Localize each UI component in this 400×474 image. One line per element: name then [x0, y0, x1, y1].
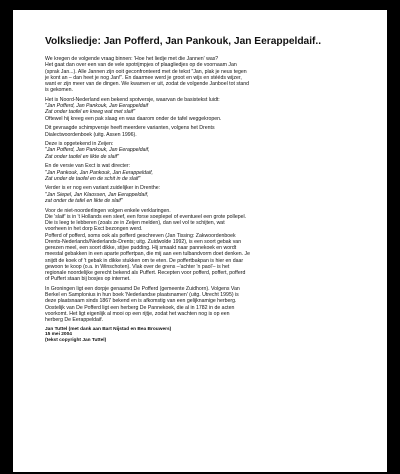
paragraph [45, 125, 373, 138]
verse-line: "Jan Pofferd, Jan Pankouk, Jan Eerappeldaif, [45, 147, 150, 154]
text-line: Berkel en Samplonius in hun boek 'Nederlandse plaatsnamen' (uitg. Utrecht 1995) is [45, 292, 239, 299]
text-line: We kregen de volgende vraag binnen: 'Hoe het liedje met die Jannen' was? [45, 56, 219, 62]
verse-line: Zat onder taofel en kreeg wat met slaif" [45, 109, 136, 116]
article-body [45, 56, 373, 323]
text-line: Pofferd of pofferd, soms ook als pofferd geschreven (Jan Tissing: Zakwoordenboek [45, 232, 236, 239]
page-title: Volksliedje: Jan Pofferd, Jan Pankouk, Jan Eerappeldaif.. [45, 36, 322, 47]
verse-line: Zat under de taofel en de schit in de slaif" [45, 175, 141, 182]
verse-line: "Jan Pofferd, Jan Pankouk, Jan Eerappeldaif [45, 103, 149, 110]
text-line: Oostelijk van De Pofferd ligt een herberg De Pannekoek, die al in 1782 in de acten [45, 304, 235, 311]
text-line: Oftewel hij kreeg een pak slaag en was daarom onder de tafel weggekropen. [45, 115, 222, 122]
text-line: Drents-Nederlands/Nederlands-Drents; uitg. Zuidwolde 1992), is een soort gebak van [45, 238, 242, 245]
text-line: snijdt de koek of 't gebak in dikke stukken om te eten. De poffertbakpan is hier en daar [45, 257, 244, 264]
paragraph [45, 141, 373, 160]
text-line: Verder is er nog een variant zuidelijker in Drenthe: [45, 185, 161, 192]
text-line: gerezen meel, een soort dikke, stijve pudding. Hij smaakt naar pannekoek en wordt [45, 245, 237, 252]
verse-line: "Jan Pankouk, Jan Pankouk, Jan Eerappeldaif, [45, 169, 153, 176]
text-line: deze plaatsnaam sinds 1867 bekend en is afkomstig van een gelijknamige herberg. [45, 298, 237, 305]
paragraph [45, 56, 373, 94]
signature-line: (tekst copyright Jan Tuttel) [45, 338, 107, 344]
text-line: Het gaat dan over een van de vele spotrijmpjes of plaagliedjes op de voornaam Jan [45, 62, 237, 69]
text-line: gewoon te koop (o.a. in Winschoten). Vlak over de grens –'achter 'n paol'– is het [45, 263, 230, 270]
verse-line: Zat onder taofel en likte de slaif" [45, 153, 119, 160]
verse-line: "Jan Siepel, Jan Klaossen, Jan Eerappeldaif, [45, 191, 149, 198]
text-line: is gekomen. [45, 87, 73, 94]
paragraph [45, 185, 373, 204]
text-line: of Puffert staan bij bosjes op internet. [45, 276, 131, 283]
document-page [13, 10, 387, 472]
paragraph [45, 163, 373, 182]
text-line: voorheen in het dorp Exct bezongen werd. [45, 226, 143, 233]
paragraph [45, 97, 373, 122]
paragraph [45, 208, 373, 283]
signature-line: 15 mei 2004 [45, 332, 72, 338]
text-line: Die 'slaif' is in 't Hollands een sleef, een forse soeplepel of eventueel een grote pollepel. [45, 213, 247, 220]
text-line: regionale noordelijke gerecht bekend als Puffert. Recepten voor pofferd, poffert, pofferd [45, 270, 246, 277]
paragraph [45, 286, 373, 324]
text-line: Die is leeg te lebberen (zoals ze in Zeijen melden), dan wel vol te schijten, wat [45, 220, 225, 227]
text-line: voorkomt. Het ligt eigenlijk al mooi op een rijtje, zodat het wachten nog is op een [45, 310, 230, 317]
text-line: meestal gebakken in een aparte poffertpan, die mij aan een tulbandvorm doet denken. Je [45, 251, 250, 258]
text-line: Dit gevraagde schimpversje heeft meerdere varianten, volgens het Drents [45, 125, 215, 132]
text-line: Dialectwoordenboek (uitg. Assen 1996). [45, 131, 137, 138]
text-line: je kont an – dan heet je nog Jan!". En daarmee werd je groot en wijs en stééds wijzer, [45, 74, 242, 81]
text-line: want er zijn meer van de dingen. We kwamen er uit, zodat de volgende Janboel tot stand [45, 81, 250, 87]
verse-line: zat onder de tafel en likte de slaif" [45, 197, 123, 204]
signature-block [45, 327, 373, 344]
text-line: herberg De Eerappeldaif. [45, 317, 103, 324]
text-line: Het is Noord-Nederland een bekend spotversje, waarvan de basistekst luidt: [45, 96, 220, 103]
text-line: Deze is opgetekend in Zeijen: [45, 141, 114, 148]
text-line: (sprak Jan...). Alle Jannen zijn ooit geconfronteerd met de tekst "Jan, plak je neus tegen [45, 68, 247, 75]
text-line: Voor de niet-noorderlingen volgen enkele verklaringen. [45, 207, 171, 214]
text-line: In Groningen ligt een dorpje genaamd De Pofferd (gemeente Zuidhorn). Volgens Van [45, 285, 240, 292]
signature-line: Jan Tuttel (met dank aan Bart Nijstad en Bea Brouwers) [45, 326, 172, 332]
text-line: En de versie van Exct is wat directer: [45, 163, 131, 170]
